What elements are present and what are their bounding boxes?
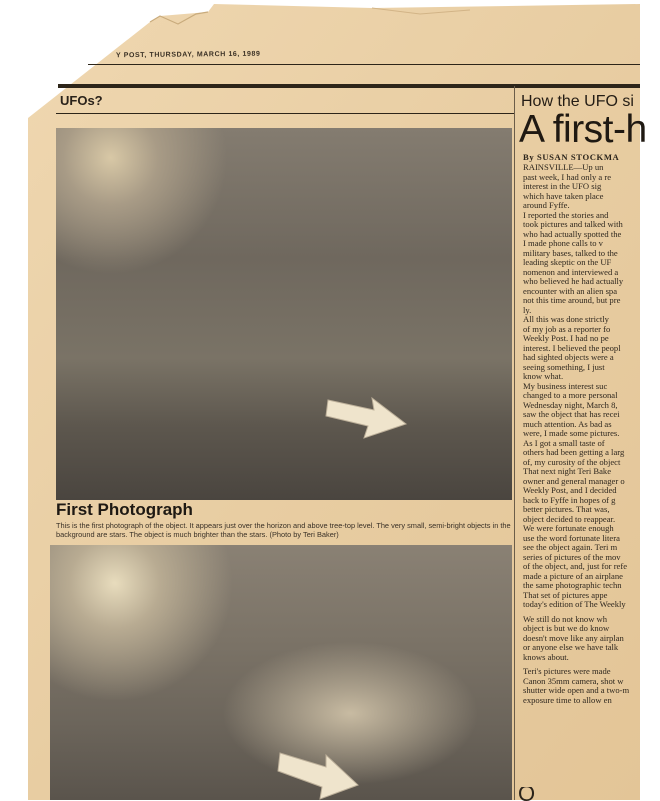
article-line: interest in the UFO sig — [523, 182, 602, 191]
article-line: made a picture of an airplane — [523, 571, 623, 581]
article-line: doesn't move like any airplan — [523, 633, 624, 643]
article-line: today's edition of The Weekly — [523, 600, 626, 609]
section-kicker: UFOs? — [60, 93, 103, 108]
article-line: see the object again. Teri m — [523, 543, 618, 552]
article-line: owner and general manager o — [523, 476, 625, 486]
article-line: series of pictures of the mov — [523, 552, 621, 562]
article-line: around Fyffe. — [523, 201, 570, 210]
article-line: Weekly Post. I had no pe — [523, 334, 609, 343]
arrow-icon — [324, 386, 409, 441]
article-line: I made phone calls to v — [523, 239, 603, 248]
article-line: We were fortunate enough — [523, 524, 614, 533]
article-line: back to Fyffe in hopes of g — [523, 495, 616, 505]
article-line: which have taken place — [523, 191, 604, 201]
article-line: who believed he had actually — [523, 277, 624, 286]
article-line: much attention. As bad as — [523, 419, 612, 429]
ufo-photograph-2 — [50, 545, 512, 800]
article-line: Teri's pictures were made — [523, 667, 611, 676]
kicker-underline — [56, 113, 514, 114]
article-line: encounter with an alien spa — [523, 286, 618, 296]
article-line: took pictures and talked with — [523, 220, 623, 229]
article-line: were, I made some pictures. — [523, 429, 620, 438]
article-line: use the word fortunate litera — [523, 533, 620, 543]
article-line: ly. — [523, 305, 532, 315]
article-line: or anyone else we have talk — [523, 643, 619, 652]
article-line: I reported the stories and — [523, 210, 609, 220]
article-line: changed to a more personal — [523, 391, 618, 400]
article-line: the same photographic techn — [523, 581, 622, 590]
article-headline: A first-h — [519, 108, 647, 151]
article-line: seeing something, I just — [523, 362, 605, 372]
article-line: Canon 35mm camera, shot w — [523, 676, 624, 686]
article-byline: By SUSAN STOCKMA — [523, 152, 620, 162]
article-line: past week, I had only a re — [523, 172, 612, 182]
article-line: exposure time to allow en — [523, 695, 612, 705]
article-line: know what. — [523, 372, 564, 381]
article-line: interest. I believed the peopl — [523, 343, 621, 353]
article-line: My business interest suc — [523, 381, 608, 391]
article-line: knows about. — [523, 652, 569, 662]
article-line: of, my curosity of the object — [523, 457, 621, 467]
article-line: military bases, talked to the — [523, 248, 618, 258]
article-line: Weekly Post, and I decided — [523, 486, 617, 495]
article-line: That next night Teri Bake — [523, 467, 612, 476]
masthead-dateline: Y POST, THURSDAY, MARCH 16, 1989 — [115, 50, 261, 60]
ufo-photograph-1 — [56, 128, 512, 500]
article-line: better pictures. That was, — [523, 505, 610, 514]
article-line: had sighted objects were a — [523, 353, 614, 362]
masthead-rule — [88, 64, 640, 65]
article-line: others had been getting a larg — [523, 448, 625, 457]
article-line: As I got a small taste of — [523, 438, 605, 448]
article-line: That set of pictures appe — [523, 590, 608, 600]
article-line: not this time around, but pre — [523, 296, 621, 305]
article-line: shutter wide open and a two-m — [523, 686, 630, 695]
article-line: saw the object that has recei — [523, 410, 620, 419]
article-line: We still do not know wh — [523, 614, 608, 624]
article-line: object decided to reappear. — [523, 514, 616, 524]
article-line: of my job as a reporter fo — [523, 324, 611, 334]
article-line: Wednesday night, March 8, — [523, 400, 618, 410]
next-headline-fragment: O — [518, 787, 536, 801]
photo-caption-text: This is the first photograph of the object. It appears just over the horizon and above tree-top level. The very small, semi-bright objects in the background are stars. The object is much brighter than the stars. (Photo by Teri Baker) — [56, 521, 511, 539]
section-rule-thick — [58, 84, 640, 88]
column-divider — [514, 86, 515, 800]
photo-caption-title: First Photograph — [56, 500, 193, 519]
article-line: leading skeptic on the UF — [523, 258, 612, 267]
article-body — [523, 163, 648, 705]
arrow-icon — [276, 741, 361, 800]
article-line: who had actually spotted the — [523, 229, 622, 239]
article-kicker-headline: How the UFO si — [521, 93, 634, 110]
article-line: nomenon and interviewed a — [523, 267, 619, 277]
article-line: of the object, and, just for refe — [523, 562, 628, 571]
article-line: RAINSVILLE—Up un — [523, 163, 604, 172]
article-line: object is but we do know — [523, 624, 610, 633]
article-line: All this was done strictly — [523, 315, 609, 324]
